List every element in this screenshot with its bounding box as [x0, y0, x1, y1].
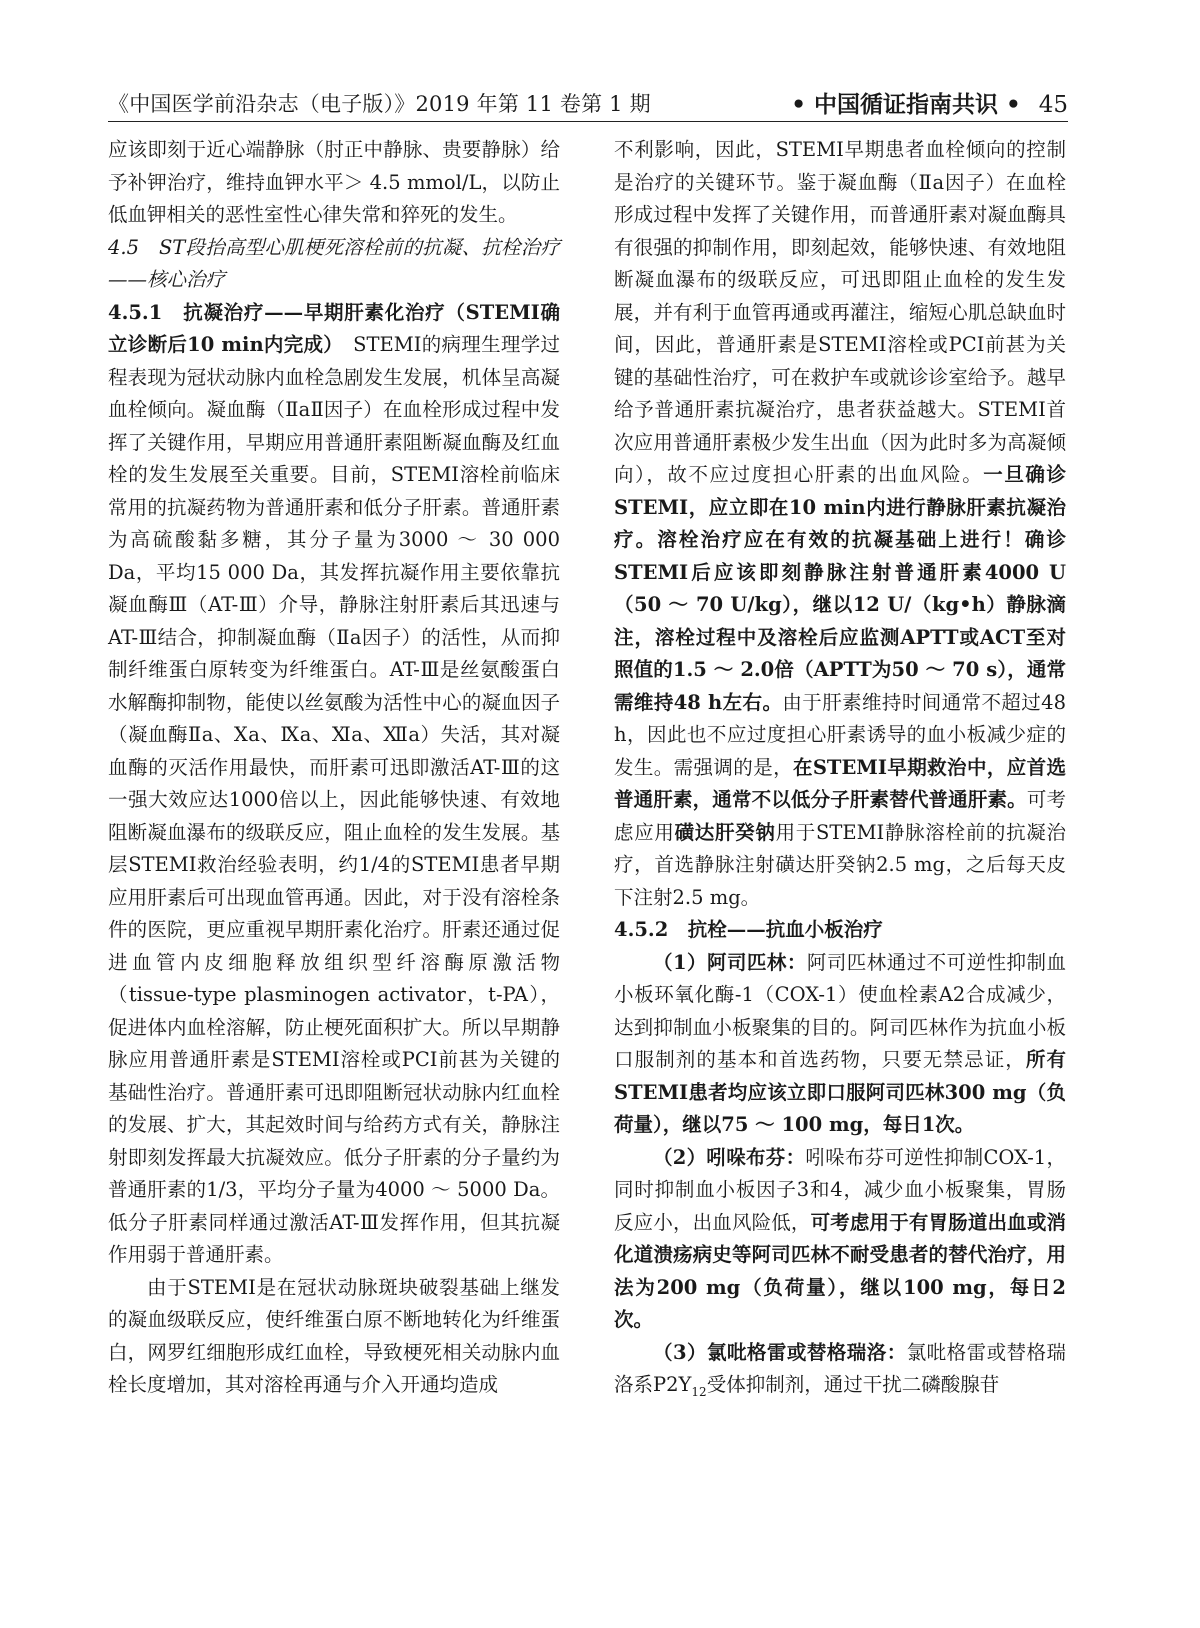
paragraph-text: STEMI的病理生理学过程表现为冠状动脉内血栓急剧发生发展，机体呈高凝血栓倾向。凝血酶（ⅡaⅡ因子）在血栓形成过程中发挥了关键作用，早期应用普通肝素阻断凝血酶及红血栓的发生发展至关重要。目前，STEMI溶栓前临床常用的抗凝药物为普通肝素和低分子肝素。普通肝素为高硫酸黏多糖，其分子量为3000 ～ 30 000 Da，平均15 000 Da，其发挥抗凝作用主要依靠抗凝血酶Ⅲ（AT-Ⅲ）介导，静脉注射肝素后其迅速与AT-Ⅲ结合，抑制凝血酶（Ⅱa因子）的活性，从而抑制纤维蛋白原转变为纤维蛋白。AT-Ⅲ是丝氨酸蛋白水解酶抑制物，能使以丝氨酸为活性中心的凝血因子（凝血酶Ⅱa、Ⅹa、Ⅸa、Ⅺa、Ⅻa）失活，其对凝血酶的灭活作用最快，而肝素可迅即激活AT-Ⅲ的这一强大效应达1000倍以上，因此能够快速、有效地阻断凝血瀑布的级联反应，阻止血栓的发生发展。基层STEMI救治经验表明，约1/4的STEMI患者早期应用肝素后可出现血管再通。因此，对于没有溶栓条件的医院，更应重视早期肝素化治疗。肝素还通过促进血管内皮细胞释放组织型纤溶酶原激活物（tissue-type plasminogen activator，t-PA），促进体内血栓溶解，防止梗死面积扩大。所以早期静脉应用普通肝素是STEMI溶栓或PCI前甚为关键的基础性治疗。普通肝素可迅即阻断冠状动脉内红血栓的发展、扩大，其起效时间与给药方式有关，静脉注射即刻发挥最大抗凝效应。低分子肝素的分子量约为普通肝素的1/3，平均分子量为4000 ～ 5000 Da。低分子肝素同样通过激活AT-Ⅲ发挥作用，但其抗凝作用弱于普通肝素。 [108, 333, 560, 1266]
item-label: （1）阿司匹林： [653, 950, 807, 974]
paragraph-text: 氯吡格雷或替格瑞洛系P2Y [614, 1340, 1066, 1396]
section-heading-4-5-1: 4.5.1 抗凝治疗——早期肝素化治疗（STEMI确立诊断后10 min内完成） [108, 300, 560, 356]
emphasis-text: 磺达肝癸钠 [674, 820, 776, 844]
paragraph-text: 可考虑应用 [614, 788, 1066, 844]
page-header [108, 76, 1068, 122]
paragraph-text: 吲哚布芬可逆性抑制COX-1，同时抑制血小板因子3和4，减少血小板聚集，胃肠反应小，出血风险低， [614, 1145, 1066, 1234]
paragraph [108, 297, 560, 1272]
section-name: • 中国循证指南共识 • [791, 92, 1021, 118]
right-column [614, 134, 1066, 1402]
paragraph: 应该即刻于近心端静脉（肘正中静脉、贵要静脉）给予补钾治疗，维持血钾水平＞ 4.5 mmol/L，以防止低血钾相关的恶性室性心律失常和猝死的发生。 [108, 138, 560, 226]
paragraph-clopidogrel [614, 1337, 1066, 1402]
section-label [791, 86, 1068, 119]
subscript: 12 [691, 1384, 707, 1399]
left-column [108, 134, 560, 1402]
paragraph-text: 受体抑制剂，通过干扰二磷酸腺苷 [706, 1373, 1000, 1396]
section-heading-4-5-2: 4.5.2 抗栓——抗血小板治疗 [614, 918, 883, 941]
emphasis-text: 一旦确诊STEMI，应立即在10 min内进行静脉肝素抗凝治疗。溶栓治疗应在有效的抗凝基础上进行！确诊STEMI后应该即刻静脉注射普通肝素4000 U（50 ～ 70 U/kg），继以12 U/（kg•h）静脉滴注，溶栓过程中及溶栓后应监测APTT或ACT至对照值的1.5 ～ 2.0倍（APTT为50 ～ 70 s），通常需维持48 h左右。 [614, 463, 1066, 714]
section-heading-4-5: 4.5 ST段抬高型心肌梗死溶栓前的抗凝、抗栓治疗——核心治疗 [108, 235, 560, 291]
paragraph-aspirin [614, 947, 1066, 1142]
paragraph [614, 134, 1066, 914]
emphasis-text: 在STEMI早期救治中，应首选普通肝素，通常不以低分子肝素替代普通肝素。 [614, 755, 1066, 811]
paragraph-text: 用于STEMI静脉溶栓前的抗凝治疗，首选静脉注射磺达肝癸钠2.5 mg，之后每天皮下注射2.5 mg。 [614, 820, 1066, 909]
page-number: 45 [1038, 92, 1068, 118]
journal-title: 《中国医学前沿杂志（电子版）》2019 年第 11 卷第 1 期 [108, 92, 651, 116]
paragraph-text: 由于肝素维持时间通常不超过48 h，因此也不应过度担心肝素诱导的血小板减少症的发生。需强调的是， [614, 690, 1066, 779]
paragraph-indobufen [614, 1142, 1066, 1337]
paragraph-text: 不利影响，因此，STEMI早期患者血栓倾向的控制是治疗的关键环节。鉴于凝血酶（Ⅱa因子）在血栓形成过程中发挥了关键作用，而普通肝素对凝血酶具有很强的抑制作用，即刻起效，能够快速、有效地阻断凝血瀑布的级联反应，可迅即阻止血栓的发生发展，并有利于血管再通或再灌注，缩短心肌总缺血时间，因此，普通肝素是STEMI溶栓或PCI前甚为关键的基础性治疗，可在救护车或就诊诊室给予。越早给予普通肝素抗凝治疗，患者获益越大。STEMI首次应用普通肝素极少发生出血（因为此时多为高凝倾向），故不应过度担心肝素的出血风险。 [614, 138, 1066, 486]
paragraph: 由于STEMI是在冠状动脉斑块破裂基础上继发的凝血级联反应，使纤维蛋白原不断地转化为纤维蛋白，网罗红细胞形成红血栓，导致梗死相关动脉内血栓长度增加，其对溶栓再通与介入开通均造成 [108, 1275, 560, 1396]
header-rule [108, 121, 1068, 122]
item-label: （2）吲哚布芬： [653, 1145, 806, 1169]
emphasis-text: 所有STEMI患者均应该立即口服阿司匹林300 mg（负荷量），继以75 ～ 100 mg，每日1次。 [614, 1048, 1066, 1136]
paragraph-text: 阿司匹林通过不可逆性抑制血小板环氧化酶-1（COX-1）使血栓素A2合成减少，达到抑制血小板聚集的目的。阿司匹林作为抗血小板口服制剂的基本和首选药物，只要无禁忌证， [614, 950, 1066, 1071]
item-label: （3）氯吡格雷或替格瑞洛： [653, 1340, 907, 1364]
emphasis-text: 可考虑用于有胃肠道出血或消化道溃疡病史等阿司匹林不耐受患者的替代治疗，用法为200 mg（负荷量），继以100 mg，每日2次。 [614, 1210, 1066, 1331]
